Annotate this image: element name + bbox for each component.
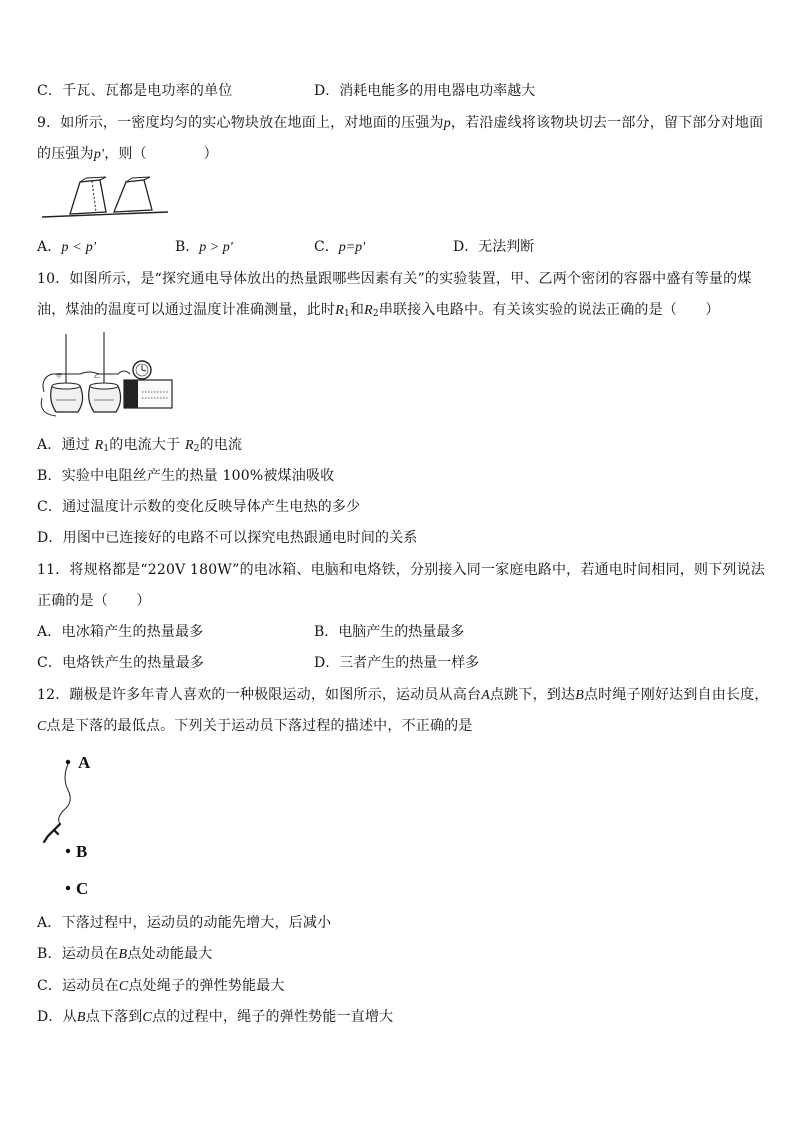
- q10-option-c: C．通过温度计示数的变化反映导体产生电热的多少: [37, 499, 361, 515]
- q11-option-b: B．电脑产生的热量最多: [314, 624, 465, 640]
- q10-stem-line1: 10．如图所示，是“探究通电导体放出的热量跟哪些因素有关”的实验装置，甲、乙两个密闭的容器中盛有等量的煤: [37, 271, 752, 287]
- q9-option-c: C．p=p': [314, 239, 366, 255]
- q10-stem-line2: 油，煤油的温度可以通过温度计准确测量，此时$R_1$和$R_2$串联接入电路中。有关该实验的说法正确的是（ ）: [37, 302, 720, 319]
- q11-option-d: D．三者产生的热量一样多: [314, 655, 480, 671]
- q10-label-yi: 乙: [94, 373, 101, 380]
- q11-option-a: A．电冰箱产生的热量最多: [37, 624, 204, 640]
- q10-apparatus-figure: [38, 330, 178, 422]
- q9-stem-line1: 9．如所示，一密度均匀的实心物块放在地面上，对地面的压强为p，若沿虚线将该物块切去一部分，留下部分对地面: [37, 115, 764, 131]
- q12-point-a-label: A: [78, 753, 91, 772]
- q12-stem-line2: C点是下落的最低点。下列关于运动员下落过程的描述中，不正确的是: [37, 718, 473, 734]
- q12-option-a: A．下落过程中，运动员的动能先增大，后减小: [37, 915, 332, 931]
- q10-option-d: D．用图中已连接好的电路不可以探究电热跟通电时间的关系: [37, 530, 418, 546]
- q9-option-b: B．p > p': [175, 239, 233, 255]
- q10-label-jia: 甲: [56, 373, 63, 380]
- q9-option-a: A．p < p': [37, 239, 97, 255]
- q11-stem-line2: 正确的是（ ）: [37, 593, 151, 609]
- q12-option-c: C．运动员在C点处绳子的弹性势能最大: [37, 978, 285, 994]
- q12-stem-line1: 12．蹦极是许多年青人喜欢的一种极限运动，如图所示，运动员从高台A点跳下，到达B点时绳子刚好达到自由长度，: [37, 687, 769, 703]
- q11-option-c: C．电烙铁产生的热量最多: [37, 655, 205, 671]
- q10-option-b: B．实验中电阻丝产生的热量 100%被煤油吸收: [37, 468, 335, 484]
- q12-bungee-figure: [40, 748, 110, 900]
- q9-option-d: D．无法判断: [453, 239, 535, 255]
- q9-stem-line2: 的压强为p'，则（ ）: [37, 146, 218, 162]
- q9-frustum-figure: [40, 172, 170, 222]
- q12-point-b-label: B: [76, 842, 88, 861]
- q12-option-d: D．从B点下落到C点的过程中，绳子的弹性势能一直增大: [37, 1009, 394, 1025]
- q8-option-c: C．千瓦、瓦都是电功率的单位: [37, 83, 233, 99]
- q12-point-c-label: C: [76, 879, 89, 898]
- q11-stem-line1: 11．将规格都是“220V 180W”的电冰箱、电脑和电烙铁，分别接入同一家庭电路中，若通电时间相同，则下列说法: [37, 562, 765, 578]
- q8-option-d: D．消耗电能多的用电器电功率越大: [314, 83, 536, 99]
- q12-option-b: B．运动员在B点处动能最大: [37, 946, 213, 962]
- q10-option-a: A．通过 $R_1$的电流大于 $R_2$的电流: [37, 437, 243, 454]
